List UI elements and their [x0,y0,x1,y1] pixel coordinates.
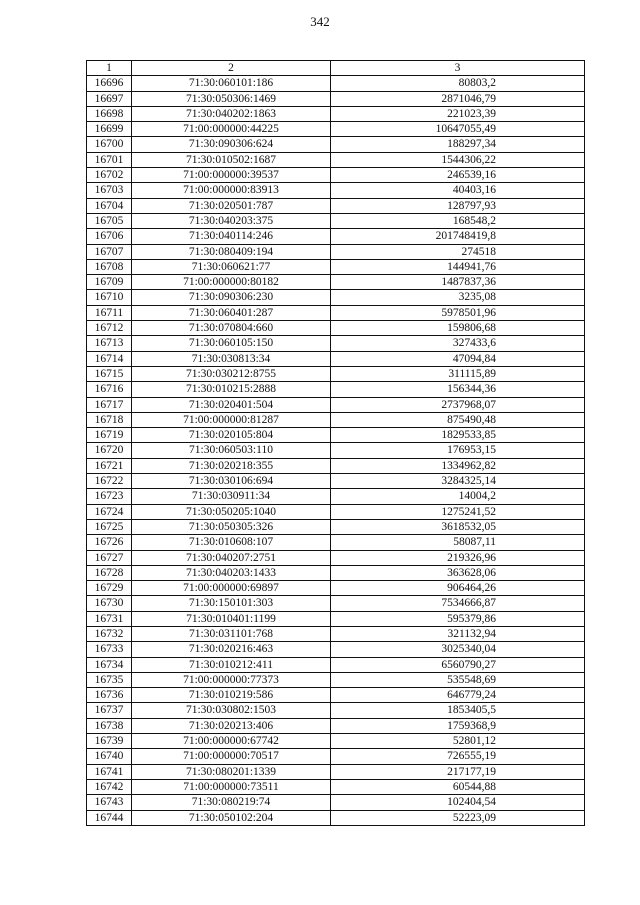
cadastral-number-cell: 71:30:020501:787 [132,198,331,213]
cadastral-value-cell: 327433,6 [331,336,585,351]
table-row [87,366,585,381]
cadastral-number-cell: 71:30:031101:768 [132,626,331,641]
cadastral-number-cell: 71:30:030911:34 [132,489,331,504]
cadastral-number-cell: 71:00:000000:83913 [132,183,331,198]
cadastral-number-cell: 71:30:050306:1469 [132,91,331,106]
cadastral-value-cell: 201748419,8 [331,229,585,244]
cadastral-number-cell: 71:30:020218:355 [132,458,331,473]
row-number-cell: 16712 [87,321,132,336]
cadastral-value-cell: 1334962,82 [331,458,585,473]
cadastral-number-cell: 71:30:050205:1040 [132,504,331,519]
cadastral-number-cell: 71:30:030813:34 [132,351,331,366]
table-row [87,275,585,290]
cadastral-value-cell: 535548,69 [331,672,585,687]
table-row [87,106,585,121]
table-row [87,397,585,412]
row-number-cell: 16725 [87,519,132,534]
cadastral-number-cell: 71:30:020213:406 [132,718,331,733]
cadastral-number-cell: 71:00:000000:73511 [132,779,331,794]
row-number-cell: 16732 [87,626,132,641]
cadastral-value-cell: 1829533,85 [331,428,585,443]
cadastral-value-cell: 156344,36 [331,382,585,397]
cadastral-value-cell: 646779,24 [331,688,585,703]
table-row [87,351,585,366]
row-number-cell: 16727 [87,550,132,565]
row-number-cell: 16723 [87,489,132,504]
cadastral-value-cell: 3235,08 [331,290,585,305]
table-row [87,810,585,825]
row-number-cell: 16710 [87,290,132,305]
table-header [87,61,585,76]
cadastral-number-cell: 71:30:150101:303 [132,596,331,611]
row-number-cell: 16704 [87,198,132,213]
cadastral-number-cell: 71:00:000000:67742 [132,734,331,749]
table-row [87,504,585,519]
cadastral-number-cell: 71:30:060401:287 [132,305,331,320]
cadastral-value-cell: 3618532,05 [331,519,585,534]
table-row [87,611,585,626]
table-row [87,336,585,351]
cadastral-value-cell: 7534666,87 [331,596,585,611]
table-row [87,458,585,473]
cadastral-value-cell: 217177,19 [331,764,585,779]
cadastral-value-cell: 1544306,22 [331,152,585,167]
cadastral-value-cell: 10647055,49 [331,122,585,137]
row-number-cell: 16719 [87,428,132,443]
cadastral-value-cell: 219326,96 [331,550,585,565]
row-number-cell: 16721 [87,458,132,473]
cadastral-number-cell: 71:00:000000:80182 [132,275,331,290]
table-row [87,290,585,305]
row-number-cell: 16741 [87,764,132,779]
cadastral-number-cell: 71:30:010212:411 [132,657,331,672]
row-number-cell: 16739 [87,734,132,749]
cadastral-value-cell: 128797,93 [331,198,585,213]
row-number-cell: 16701 [87,152,132,167]
table-row [87,198,585,213]
table-row [87,168,585,183]
row-number-cell: 16738 [87,718,132,733]
cadastral-number-cell: 71:00:000000:44225 [132,122,331,137]
cadastral-value-cell: 102404,54 [331,795,585,810]
table-row [87,688,585,703]
cadastral-value-cell: 47094,84 [331,351,585,366]
cadastral-number-cell: 71:30:090306:230 [132,290,331,305]
cadastral-number-cell: 71:00:000000:77373 [132,672,331,687]
cadastral-number-cell: 71:30:030212:8755 [132,366,331,381]
cadastral-number-cell: 71:30:050102:204 [132,810,331,825]
row-number-cell: 16740 [87,749,132,764]
cadastral-value-cell: 168548,2 [331,213,585,228]
row-number-cell: 16716 [87,382,132,397]
cadastral-value-cell: 906464,26 [331,581,585,596]
cadastral-value-cell: 52223,09 [331,810,585,825]
cadastral-value-cell: 58087,11 [331,535,585,550]
cadastral-number-cell: 71:30:010215:2888 [132,382,331,397]
page-number: 342 [310,14,330,29]
table-row [87,382,585,397]
cadastral-value-cell: 1853405,5 [331,703,585,718]
cadastral-value-table [86,60,585,826]
table-row [87,672,585,687]
row-number-cell: 16744 [87,810,132,825]
table-row [87,443,585,458]
header-row [87,61,585,76]
table-row [87,213,585,228]
row-number-cell: 16714 [87,351,132,366]
cadastral-number-cell: 71:00:000000:69897 [132,581,331,596]
cadastral-number-cell: 71:30:040114:246 [132,229,331,244]
cadastral-value-cell: 80803,2 [331,76,585,91]
table-row [87,321,585,336]
cadastral-value-cell: 1275241,52 [331,504,585,519]
table-row [87,626,585,641]
table-row [87,657,585,672]
cadastral-number-cell: 71:30:040202:1863 [132,106,331,121]
row-number-cell: 16698 [87,106,132,121]
table-body [87,76,585,826]
table-row [87,76,585,91]
cadastral-number-cell: 71:30:050305:326 [132,519,331,534]
column-header-1: 1 [87,61,132,76]
table-row [87,244,585,259]
cadastral-value-cell: 52801,12 [331,734,585,749]
table-row [87,474,585,489]
table-row [87,779,585,794]
row-number-cell: 16709 [87,275,132,290]
cadastral-value-cell: 60544,88 [331,779,585,794]
cadastral-value-cell: 176953,15 [331,443,585,458]
cadastral-value-cell: 221023,39 [331,106,585,121]
table-row [87,519,585,534]
table-row [87,795,585,810]
cadastral-number-cell: 71:30:010502:1687 [132,152,331,167]
row-number-cell: 16699 [87,122,132,137]
cadastral-number-cell: 71:30:080201:1339 [132,764,331,779]
row-number-cell: 16742 [87,779,132,794]
table-row [87,489,585,504]
table-row [87,91,585,106]
cadastral-value-cell: 2737968,07 [331,397,585,412]
table-row [87,718,585,733]
cadastral-number-cell: 71:30:060105:150 [132,336,331,351]
cadastral-value-cell: 5978501,96 [331,305,585,320]
table-row [87,152,585,167]
cadastral-number-cell: 71:00:000000:70517 [132,749,331,764]
cadastral-value-cell: 246539,16 [331,168,585,183]
table-row [87,428,585,443]
cadastral-value-cell: 1487837,36 [331,275,585,290]
cadastral-value-cell: 311115,89 [331,366,585,381]
cadastral-value-cell: 3025340,04 [331,642,585,657]
row-number-cell: 16715 [87,366,132,381]
table-row [87,596,585,611]
cadastral-value-cell: 188297,34 [331,137,585,152]
row-number-cell: 16730 [87,596,132,611]
row-number-cell: 16696 [87,76,132,91]
row-number-cell: 16705 [87,213,132,228]
cadastral-value-cell: 2871046,79 [331,91,585,106]
cadastral-value-cell: 274518 [331,244,585,259]
cadastral-number-cell: 71:30:020105:804 [132,428,331,443]
cadastral-value-cell: 726555,19 [331,749,585,764]
cadastral-value-cell: 363628,06 [331,565,585,580]
cadastral-value-cell: 321132,94 [331,626,585,641]
row-number-cell: 16702 [87,168,132,183]
row-number-cell: 16737 [87,703,132,718]
cadastral-number-cell: 71:30:010608:107 [132,535,331,550]
row-number-cell: 16731 [87,611,132,626]
table-row [87,183,585,198]
row-number-cell: 16733 [87,642,132,657]
row-number-cell: 16736 [87,688,132,703]
table-row [87,550,585,565]
cadastral-number-cell: 71:00:000000:81287 [132,412,331,427]
cadastral-value-cell: 14004,2 [331,489,585,504]
table-row [87,764,585,779]
column-header-3: 3 [331,61,585,76]
row-number-cell: 16722 [87,474,132,489]
cadastral-number-cell: 71:30:020401:504 [132,397,331,412]
row-number-cell: 16720 [87,443,132,458]
table-row [87,137,585,152]
row-number-cell: 16718 [87,412,132,427]
cadastral-number-cell: 71:30:040207:2751 [132,550,331,565]
row-number-cell: 16713 [87,336,132,351]
row-number-cell: 16734 [87,657,132,672]
cadastral-value-cell: 144941,76 [331,259,585,274]
table-row [87,734,585,749]
row-number-cell: 16697 [87,91,132,106]
cadastral-value-cell: 595379,86 [331,611,585,626]
table-row [87,305,585,320]
table-row [87,229,585,244]
cadastral-value-cell: 1759368,9 [331,718,585,733]
cadastral-value-cell: 40403,16 [331,183,585,198]
table-row [87,259,585,274]
table-row [87,581,585,596]
cadastral-number-cell: 71:30:010401:1199 [132,611,331,626]
row-number-cell: 16728 [87,565,132,580]
cadastral-number-cell: 71:00:000000:39537 [132,168,331,183]
row-number-cell: 16729 [87,581,132,596]
table-row [87,749,585,764]
cadastral-number-cell: 71:30:010219:586 [132,688,331,703]
cadastral-number-cell: 71:30:030802:1503 [132,703,331,718]
table-row [87,535,585,550]
row-number-cell: 16726 [87,535,132,550]
cadastral-number-cell: 71:30:080219:74 [132,795,331,810]
row-number-cell: 16735 [87,672,132,687]
row-number-cell: 16707 [87,244,132,259]
row-number-cell: 16703 [87,183,132,198]
cadastral-value-cell: 3284325,14 [331,474,585,489]
row-number-cell: 16706 [87,229,132,244]
table-row [87,642,585,657]
cadastral-number-cell: 71:30:020216:463 [132,642,331,657]
cadastral-number-cell: 71:30:060503:110 [132,443,331,458]
cadastral-number-cell: 71:30:040203:1433 [132,565,331,580]
table-row [87,703,585,718]
row-number-cell: 16743 [87,795,132,810]
row-number-cell: 16724 [87,504,132,519]
row-number-cell: 16700 [87,137,132,152]
cadastral-number-cell: 71:30:030106:694 [132,474,331,489]
cadastral-number-cell: 71:30:060621:77 [132,259,331,274]
column-header-2: 2 [132,61,331,76]
table-row [87,122,585,137]
row-number-cell: 16711 [87,305,132,320]
cadastral-number-cell: 71:30:090306:624 [132,137,331,152]
table-row [87,565,585,580]
cadastral-value-cell: 159806,68 [331,321,585,336]
cadastral-number-cell: 71:30:040203:375 [132,213,331,228]
table-row [87,412,585,427]
cadastral-number-cell: 71:30:070804:660 [132,321,331,336]
cadastral-number-cell: 71:30:080409:194 [132,244,331,259]
row-number-cell: 16708 [87,259,132,274]
cadastral-number-cell: 71:30:060101:186 [132,76,331,91]
cadastral-value-cell: 6560790,27 [331,657,585,672]
row-number-cell: 16717 [87,397,132,412]
cadastral-value-cell: 875490,48 [331,412,585,427]
